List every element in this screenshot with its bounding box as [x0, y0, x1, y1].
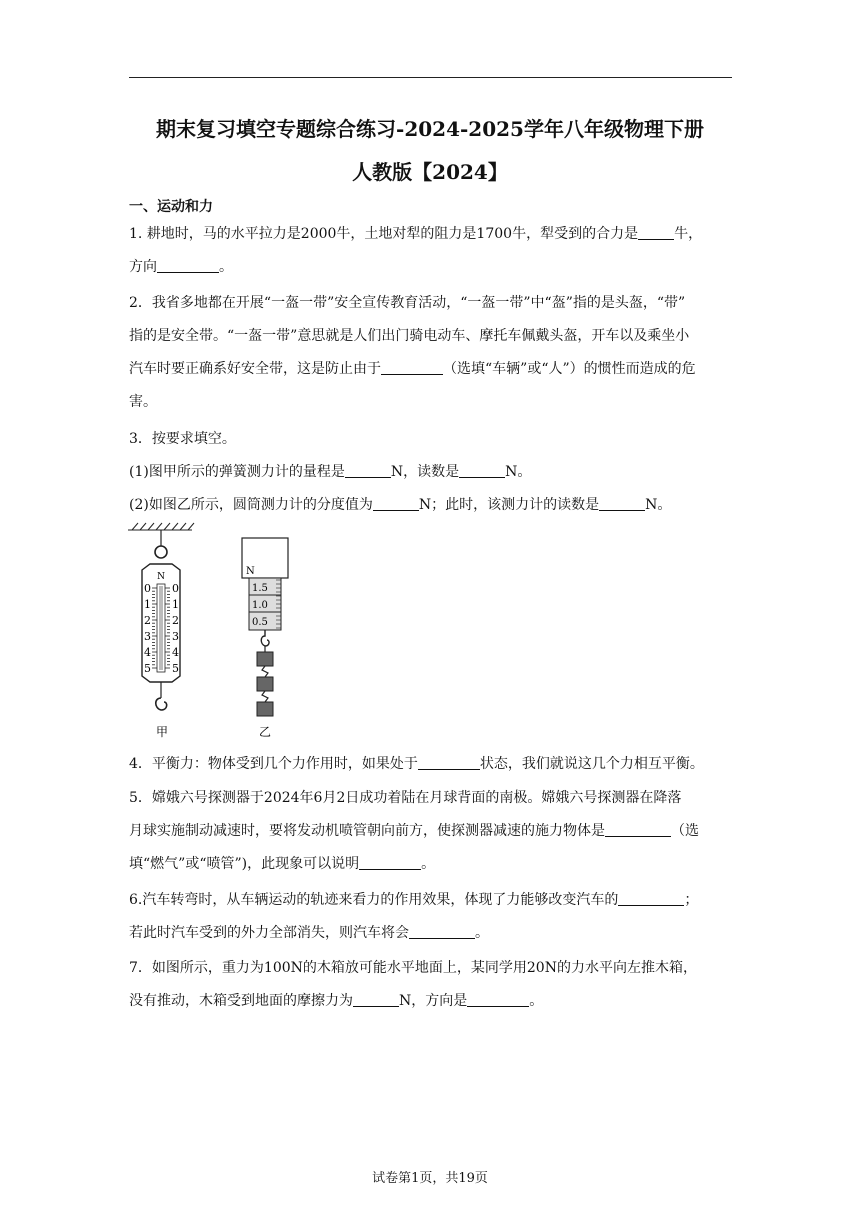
- q3-p1b: N，读数是: [390, 464, 460, 480]
- q6-line2a: 若此时汽车受到的外力全部消失，则汽车将会: [129, 925, 409, 941]
- question-5: [129, 782, 734, 881]
- answer-blank[interactable]: [373, 496, 419, 511]
- header-rule: [129, 77, 732, 78]
- q1-text-b: 牛，: [674, 226, 703, 242]
- page-subtitle: 人教版【2024】: [352, 160, 508, 184]
- question-6: [129, 884, 734, 950]
- scale-label-right: 5: [172, 662, 179, 675]
- q5-line3b: 。: [421, 856, 436, 872]
- cylinder-label: 1.5: [252, 583, 268, 594]
- q3-intro: 3．按要求填空。: [129, 431, 236, 447]
- spring-rod: [159, 586, 163, 670]
- figure-label-yi: 乙: [258, 725, 272, 739]
- q5-line2a: 月球实施制动减速时，要将发动机喷管朝向前方，使探测器减速的施力物体是: [129, 823, 605, 839]
- answer-blank[interactable]: [345, 463, 391, 478]
- q6-line1b: ；: [684, 892, 699, 908]
- q6-line2b: 。: [475, 925, 489, 941]
- answer-blank[interactable]: [605, 822, 671, 837]
- q2-line4: 害。: [129, 394, 157, 410]
- scale-label-left: 4: [144, 646, 151, 659]
- q4-text-a: 4．平衡力：物体受到几个力作用时，如果处于: [129, 756, 418, 772]
- q7-line2b: N，方向是: [399, 993, 468, 1009]
- answer-blank[interactable]: [418, 755, 480, 770]
- q2-line2: 指的是安全带。“一盔一带”意思就是人们出门骑电动车、摩托车佩戴头盔，开车以及乘坐小: [129, 328, 690, 344]
- q5-line3a: 填“燃气”或“喷管”)，此现象可以说明: [129, 856, 360, 872]
- weight-1: [257, 652, 273, 666]
- scale-label-left: 3: [144, 630, 151, 643]
- q1-text-a: 1. 耕地时，马的水平拉力是2000牛，土地对犁的阻力是1700牛，犁受到的合力是: [129, 226, 639, 242]
- q3-p2b: N；此时，该测力计的读数是: [418, 497, 600, 513]
- figure-label-jia: 甲: [155, 725, 169, 739]
- question-4: [129, 748, 734, 781]
- q7-line2a: 没有推动，木箱受到地面的摩擦力为: [129, 993, 353, 1009]
- unit-label-n: N: [157, 572, 165, 582]
- page-title: 期末复习填空专题综合练习-2024-2025学年八年级物理下册: [156, 117, 704, 141]
- answer-blank[interactable]: [381, 360, 443, 375]
- scale-label-right: 3: [172, 630, 179, 643]
- ceiling-hatch: [128, 523, 194, 530]
- q4-text-b: 状态，我们就说这几个力相互平衡。: [479, 756, 704, 772]
- answer-blank[interactable]: [459, 463, 505, 478]
- question-2: [129, 287, 734, 419]
- section-heading: 一、运动和力: [129, 199, 213, 215]
- question-7: [129, 952, 734, 1018]
- q7-line1: 7．如图所示，重力为100N的木箱放可能水平地面上，某同学用20N的力水平向左推木箱，: [129, 960, 697, 976]
- answer-blank[interactable]: [599, 496, 645, 511]
- q1-text-d: 。: [219, 259, 233, 275]
- scale-label-right: 2: [172, 614, 179, 627]
- figure-svg: [126, 522, 306, 748]
- scale-label-left: 2: [144, 614, 151, 627]
- weight-3: [257, 702, 273, 716]
- q3-p2a: (2)如图乙所示，圆筒测力计的分度值为: [129, 497, 373, 513]
- answer-blank[interactable]: [353, 992, 399, 1007]
- scale-label-left: 0: [144, 582, 151, 595]
- q2-line3a: 汽车时要正确系好安全带，这是防止由于: [129, 361, 381, 377]
- top-ring: [155, 546, 167, 558]
- q3-p1a: (1)图甲所示的弹簧测力计的量程是: [129, 464, 345, 480]
- q7-line2c: 。: [529, 993, 544, 1009]
- scale-label-right: 0: [172, 582, 179, 595]
- q6-line1a: 6.汽车转弯时，从车辆运动的轨迹来看力的作用效果，体现了力能够改变汽车的: [129, 892, 619, 908]
- cylinder-unit: N: [246, 566, 255, 577]
- scale-label-left: 5: [144, 662, 151, 675]
- scale-label-left: 1: [144, 598, 151, 611]
- q2-line1: 2．我省多地都在开展“一盔一带”安全宣传教育活动，“一盔一带”中“盔”指的是头盔，“带”: [129, 295, 686, 311]
- answer-blank[interactable]: [638, 225, 674, 240]
- answer-blank[interactable]: [359, 855, 421, 870]
- question-3: [129, 423, 734, 522]
- weight-2: [257, 677, 273, 691]
- cylinder-label: 1.0: [252, 600, 268, 611]
- cylinder-label: 0.5: [252, 617, 268, 628]
- q1-text-c: 方向: [129, 259, 157, 275]
- bottom-hook-jia: [156, 698, 167, 710]
- page-footer: 试卷第1页，共19页: [372, 1171, 488, 1186]
- q3-p2c: N。: [645, 497, 672, 513]
- q5-line2b: （选: [671, 823, 699, 839]
- q3-p1c: N。: [505, 464, 532, 480]
- answer-blank[interactable]: [467, 992, 529, 1007]
- question-1: [129, 218, 734, 284]
- scale-label-right: 4: [172, 646, 179, 659]
- q5-line1: 5．嫦娥六号探测器于2024年6月2日成功着陆在月球背面的南极。嫦娥六号探测器在降落: [129, 790, 682, 806]
- spring-scale-figure: [126, 522, 306, 748]
- answer-blank[interactable]: [157, 258, 219, 273]
- answer-blank[interactable]: [618, 891, 684, 906]
- q2-line3b: （选填“车辆”或“人”）的惯性而造成的危: [443, 361, 696, 377]
- scale-label-right: 1: [172, 598, 179, 611]
- answer-blank[interactable]: [409, 924, 475, 939]
